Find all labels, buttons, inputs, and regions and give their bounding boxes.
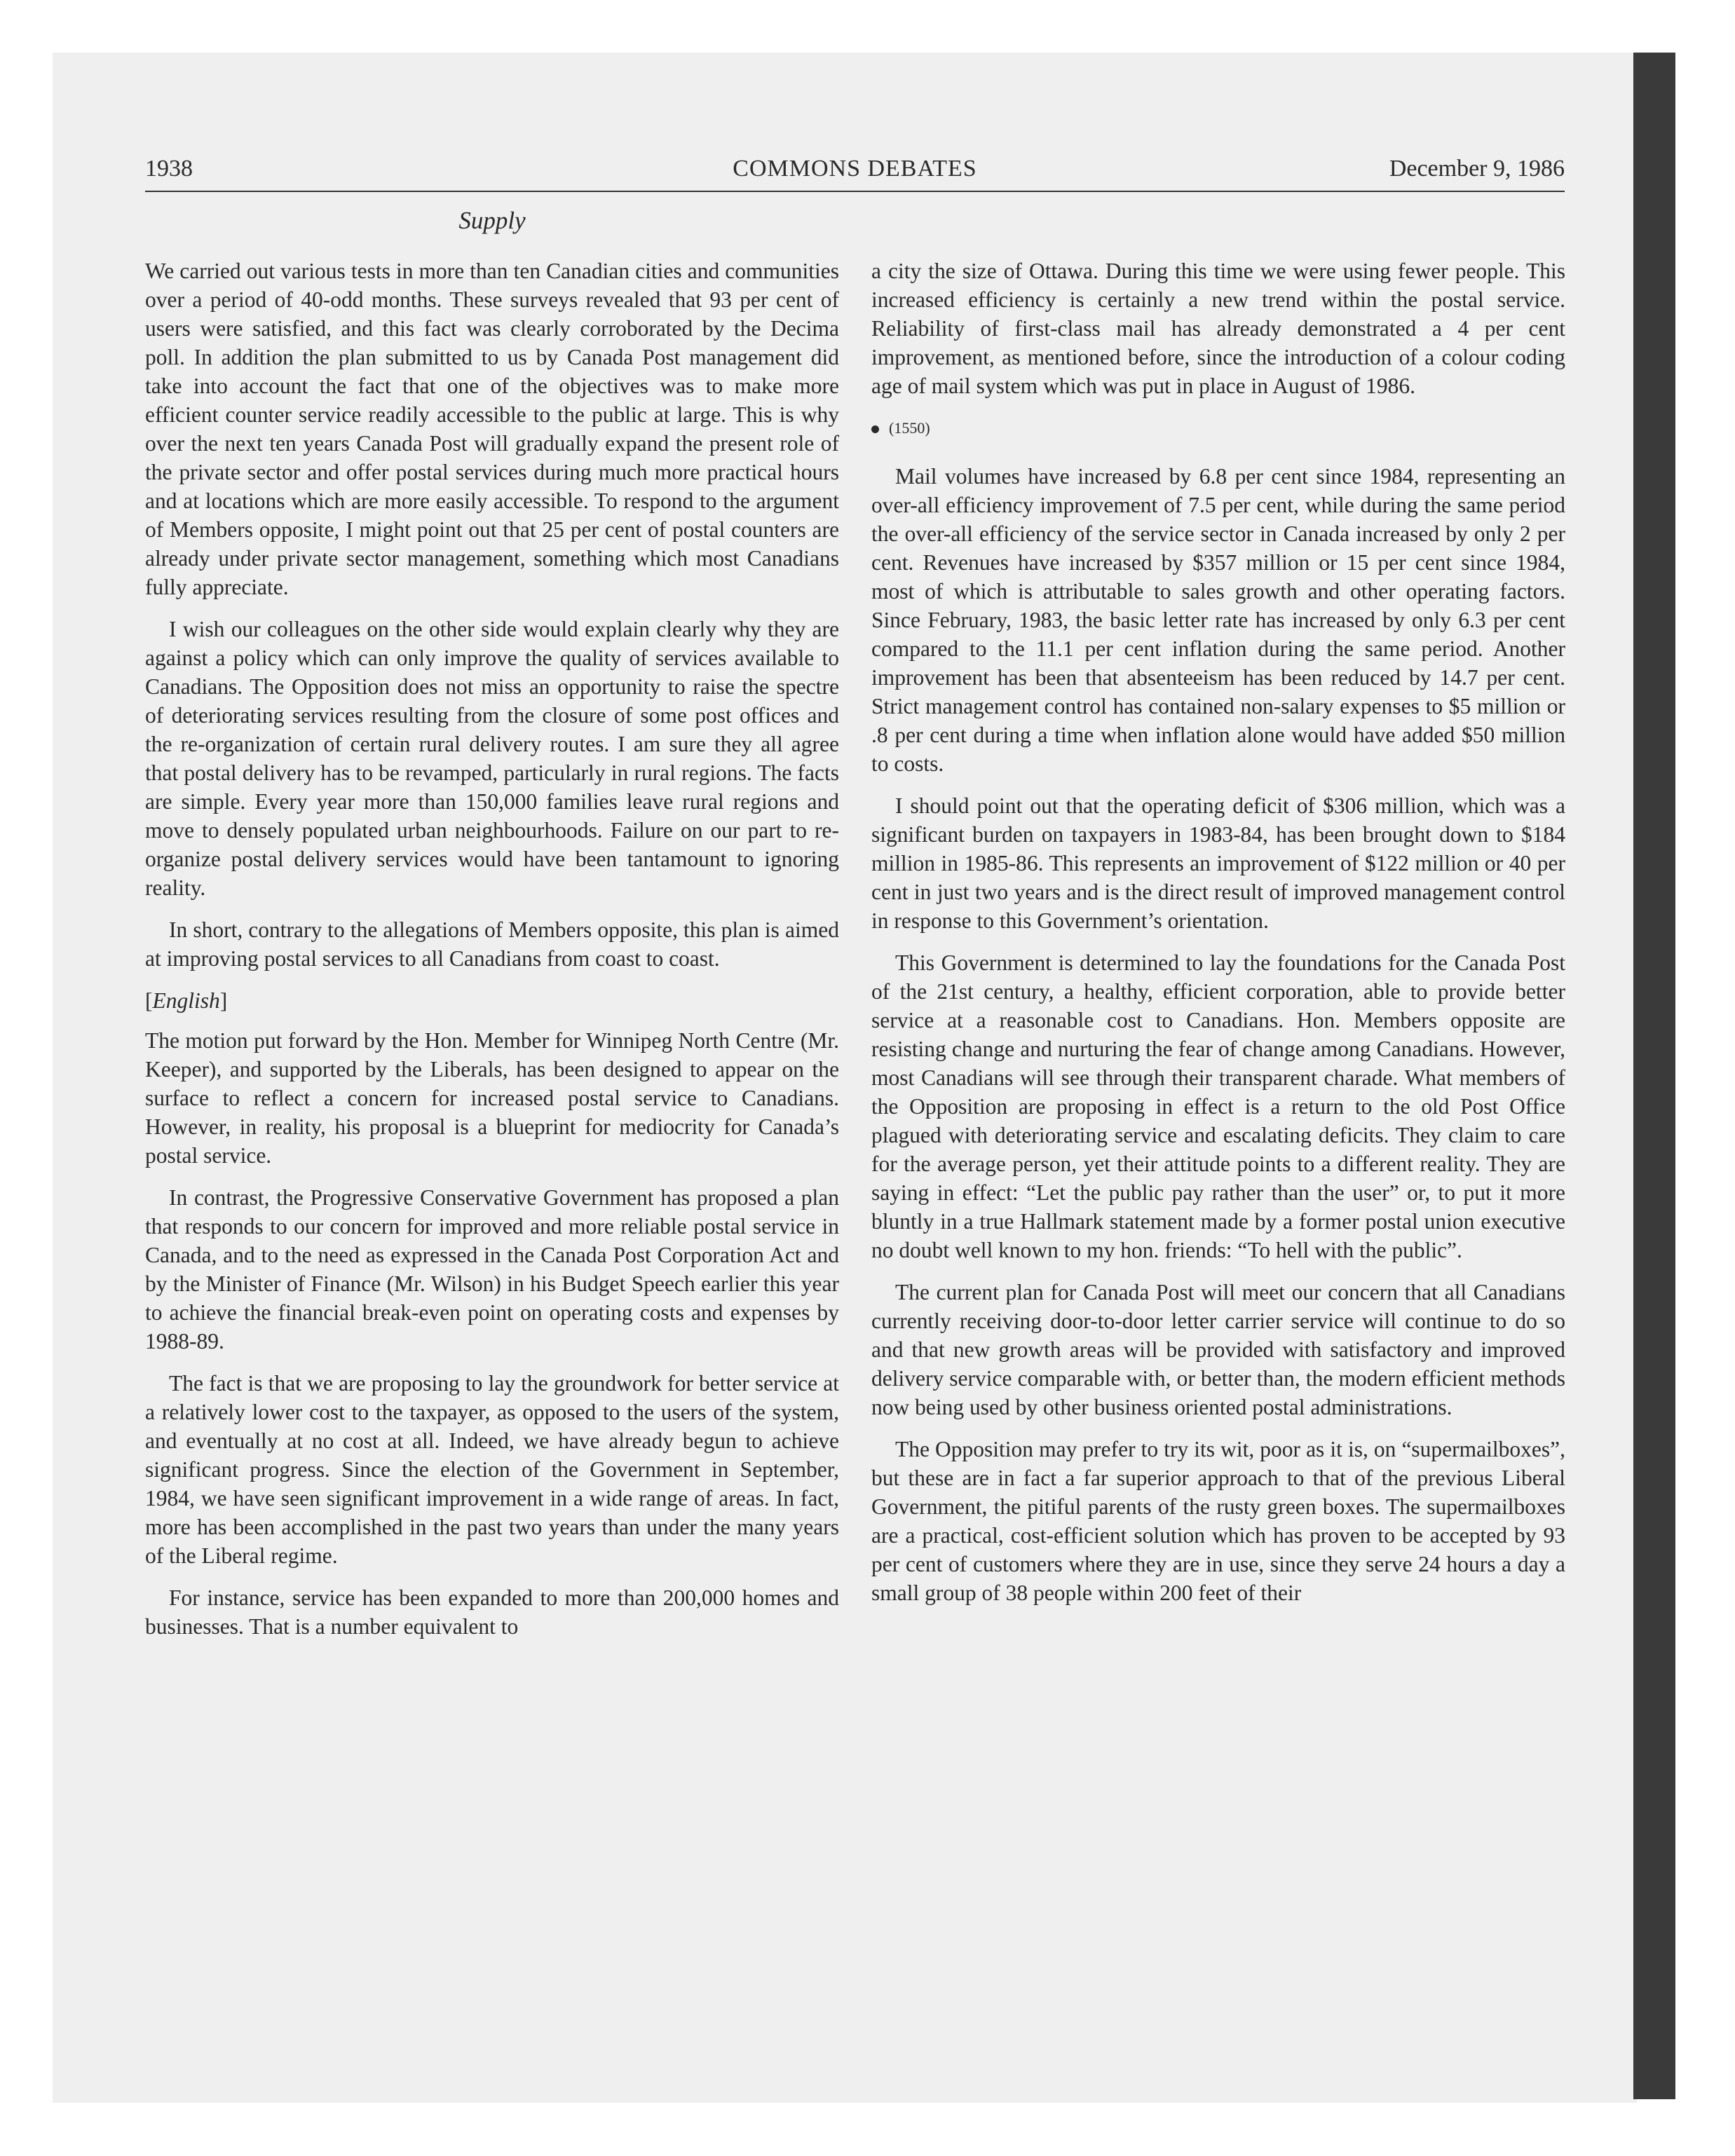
paragraph: The fact is that we are proposing to lay the groundwork for better service at a relatively lower cost to the taxpayer, as opposed to the users of the system, and eventually at no cost at all. Indeed, we have already begun to achieve significant progress. Since the election of the Government in September, 1984, we have seen significant improvement in a wide range of areas. In fact, more has been accomplished in the past two years than under the many years of the Liberal regime. — [145, 1371, 839, 1568]
section-title: Supply — [458, 207, 526, 234]
publication-title: COMMONS DEBATES — [733, 156, 977, 182]
header-date: December 9, 1986 — [1389, 156, 1565, 182]
right-column — [871, 257, 1565, 1621]
bullet-icon — [871, 425, 879, 433]
paragraph: The Opposition may prefer to try its wit, poor as it is, on “supermailboxes”, but these are in fact a far superior approach to that of the previous Liberal Government, the pitiful parents of the rusty green boxes. The supermailboxes are a practical, cost-efficient solution which has proven to be accepted by 93 per cent of customers where they are in use, since they serve 24 hours a day a small group of 38 people within 200 feet of their — [871, 1437, 1565, 1605]
paragraph: a city the size of Ottawa. During this time we were using fewer people. This increased efficiency is certainly a new trend within the postal service. Reliability of first-class mail has already demonstrated a 4 per cent improvement, as mentioned before, since the introduction of a colour coding age of mail system which was put in place in August of 1986. — [871, 259, 1565, 398]
paragraph: In short, contrary to the allegations of Members opposite, this plan is aimed at improving postal services to all Canadians from coast to coast. — [145, 917, 839, 971]
paragraph: In contrast, the Progressive Conservative Government has proposed a plan that responds to our concern for improved and more reliable postal service in Canada, and to the need as expressed in the Canada Post Corporation Act and by the Minister of Finance (Mr. Wilson) in his Budget Speech earlier this year to achieve the financial break-even point on operating costs and expenses by 1988-89. — [145, 1185, 839, 1353]
language-note-open: [ — [145, 988, 153, 1013]
language-note-word: English — [152, 988, 220, 1013]
header-rule — [145, 191, 1565, 192]
language-note — [145, 986, 839, 1015]
paragraph: For instance, service has been expanded to more than 200,000 homes and businesses. That is a number equivalent to — [145, 1585, 839, 1639]
timestamp-text: (1550) — [889, 419, 930, 437]
paragraph: Mail volumes have increased by 6.8 per cent since 1984, representing an over-all efficiency improvement of 7.5 per cent, while during the same period the over-all efficiency of the service sector in Canada increased by only 2 per cent. Revenues have increased by $357 million or 15 per cent since 1984, most of which is attributable to sales growth and other operating factors. Since February, 1983, the basic letter rate has increased by only 6.3 per cent compared to the 11.1 per cent inflation during the same period. Another improvement has been that absenteeism has been reduced by 14.7 per cent. Strict management control has contained non-salary expenses to $5 million or .8 per cent during a time when inflation alone would have added $50 million to costs. — [871, 464, 1565, 776]
paragraph: This Government is determined to lay the foundations for the Canada Post of the 21st century, a healthy, efficient corporation, able to provide better service at a reasonable cost to Canadians. Hon. Members opposite are resisting change and nurturing the fear of change among Canadians. However, most Canadians will see through their transparent charade. What members of the Opposition are proposing in effect is a return to the old Post Office plagued with deteriorating service and escalating deficits. They claim to care for the average person, yet their attitude points to a different reality. They are saying in effect: “Let the public pay rather than the user” or, to put it more bluntly in a true Hallmark statement made by a former postal union executive no doubt well known to my hon. friends: “To hell with the public”. — [871, 950, 1565, 1262]
paragraph: We carried out various tests in more than ten Canadian cities and communities over a period of 40-odd months. These surveys revealed that 93 per cent of users were satisfied, and this fact was clearly corroborated by the Decima poll. In addition the plan submitted to us by Canada Post management did take into account the fact that one of the objectives was to make more efficient counter service readily accessible to the public at large. This is why over the next ten years Canada Post will gradually expand the present role of the private sector and offer postal services during much more practical hours and at locations which are more easily accessible. To respond to the argument of Members opposite, I might point out that 25 per cent of postal counters are already under private sector management, something which most Canadians fully appreciate. — [145, 259, 839, 599]
running-head — [145, 156, 1565, 192]
left-column — [145, 257, 839, 1654]
paragraph: I should point out that the operating deficit of $306 million, which was a significant burden on taxpayers in 1983-84, has been brought down to $184 million in 1985-86. This represents an improvement of $122 million or 40 per cent in just two years and is the direct result of improved management control in response to this Government’s orientation. — [871, 793, 1565, 933]
scan-edge-bar — [1633, 53, 1675, 2099]
paragraph: The motion put forward by the Hon. Member for Winnipeg North Centre (Mr. Keeper), and supported by the Liberals, has been designed to appear on the surface to reflect a concern for increased postal service to Canadians. However, in reality, his proposal is a blueprint for mediocrity for Canada’s postal service. — [145, 1028, 839, 1168]
language-note-close: ] — [219, 988, 228, 1013]
paragraph: The current plan for Canada Post will meet our concern that all Canadians currently receiving door-to-door letter carrier service will continue to do so and that new growth areas will be provided with satisfactory and improved delivery service comparable with, or better than, the modern efficient methods now being used by other business oriented postal administrations. — [871, 1280, 1565, 1419]
paragraph: I wish our colleagues on the other side would explain clearly why they are against a policy which can only improve the quality of services available to Canadians. The Opposition does not miss an opportunity to raise the spectre of deteriorating services resulting from the closure of some post offices and the re-organization of certain rural delivery routes. I am sure they all agree that postal delivery has to be revamped, particularly in rural regions. The facts are simple. Every year more than 150,000 families leave rural regions and move to densely populated urban neighbourhoods. Failure on our part to re-organize postal delivery services would have been tantamount to ignoring reality. — [145, 617, 839, 900]
page-number: 1938 — [145, 156, 193, 182]
timestamp — [871, 414, 1565, 442]
